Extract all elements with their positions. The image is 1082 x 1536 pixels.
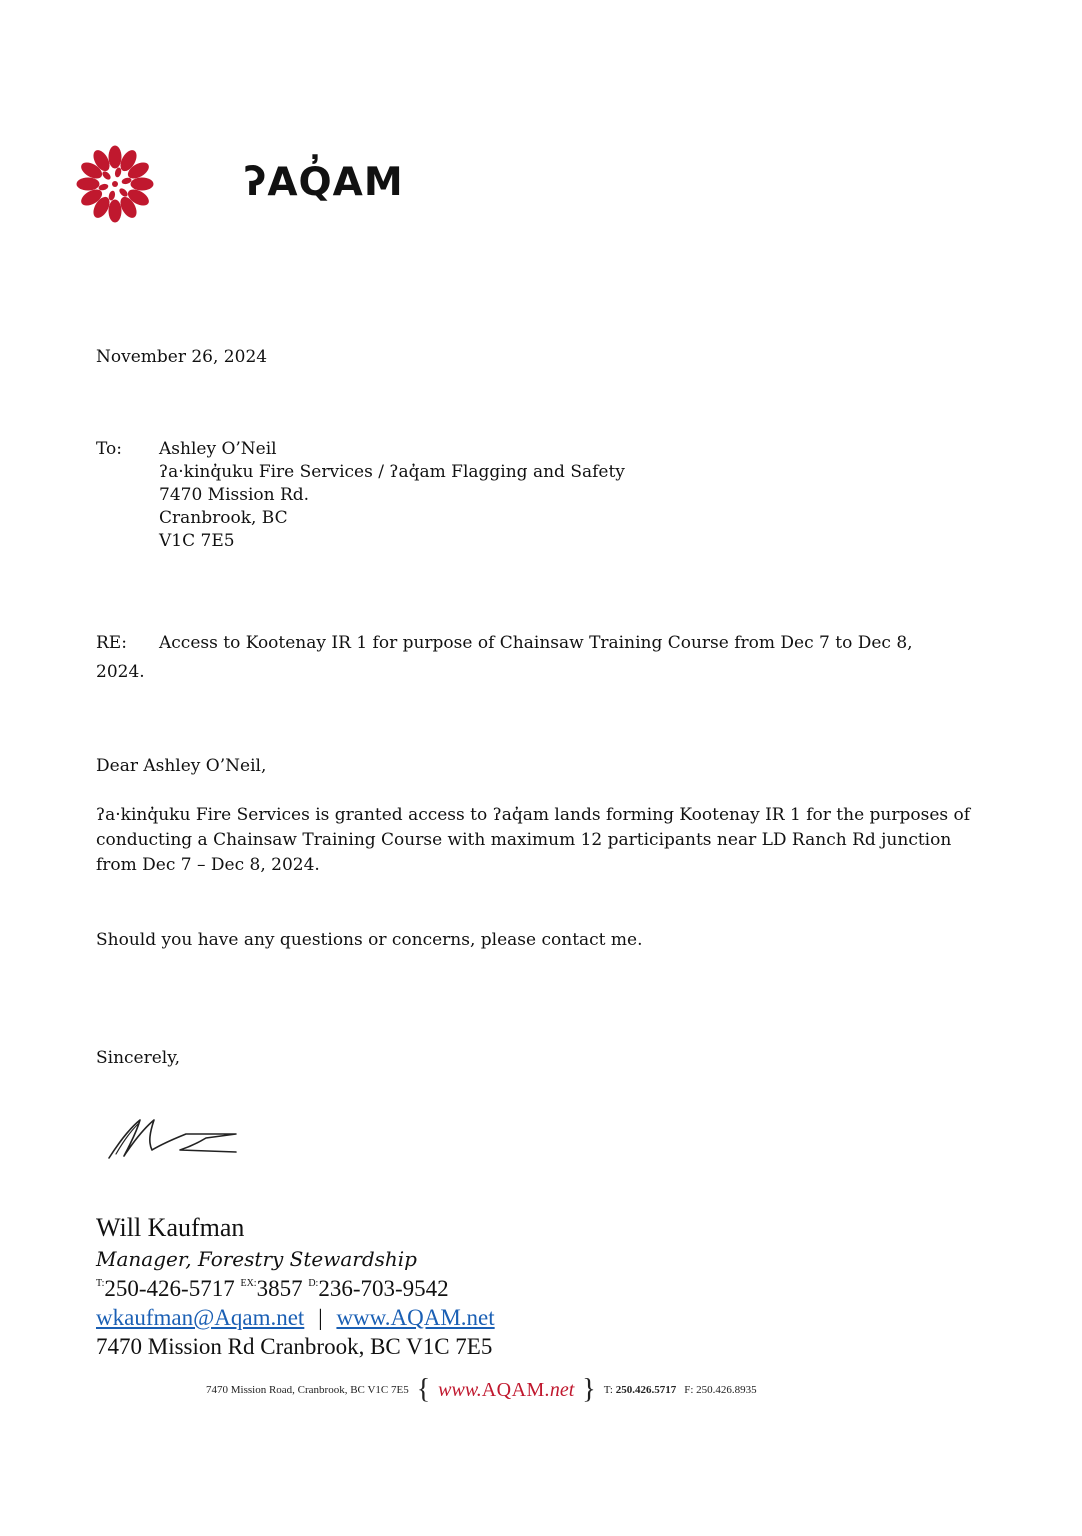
subject-line-1: Access to Kootenay IR 1 for purpose of Chainsaw Training Course from Dec 7 to Dec 8, bbox=[159, 633, 913, 653]
subject-label: RE: bbox=[96, 633, 127, 653]
signatory-phone-line bbox=[96, 1276, 449, 1302]
email-link[interactable]: wkaufman@Aqam.net bbox=[96, 1305, 305, 1330]
footer-phone-number: 250.426.5717 bbox=[615, 1384, 677, 1396]
letterhead-logo bbox=[74, 143, 404, 225]
phone-label: T: bbox=[96, 1278, 105, 1289]
signatory-name: Will Kaufman bbox=[96, 1213, 245, 1242]
direct-number: 236-703-9542 bbox=[318, 1276, 449, 1301]
brand-name: ʔAQ̓AM bbox=[244, 160, 404, 205]
footer-web-name: AQAM bbox=[481, 1378, 545, 1401]
flower-logo-icon bbox=[74, 143, 156, 225]
recipient-label: To: bbox=[96, 439, 122, 459]
letterhead-footer bbox=[206, 1374, 757, 1406]
extension-number: 3857 bbox=[256, 1276, 303, 1301]
closing: Sincerely, bbox=[96, 1048, 180, 1068]
recipient-postal-code: V1C 7E5 bbox=[159, 531, 235, 551]
recipient-street: 7470 Mission Rd. bbox=[159, 485, 310, 505]
signatory-contact-line bbox=[96, 1305, 495, 1331]
footer-website[interactable] bbox=[438, 1379, 574, 1402]
body-paragraph-contact: Should you have any questions or concerns, please contact me. bbox=[96, 930, 643, 950]
recipient-name: Ashley O’Neil bbox=[159, 439, 277, 459]
letter-date: November 26, 2024 bbox=[96, 347, 268, 367]
recipient-organization: ʔa·kinq̓uku Fire Services / ʔaq̓am Flagging and Safety bbox=[159, 462, 625, 482]
footer-brace-close: } bbox=[582, 1374, 596, 1405]
contact-separator: | bbox=[318, 1305, 323, 1330]
salutation: Dear Ashley O’Neil, bbox=[96, 756, 267, 776]
footer-fax-label: F: bbox=[684, 1384, 694, 1396]
footer-web-prefix: www. bbox=[438, 1378, 482, 1401]
footer-fax-number: 250.426.8935 bbox=[696, 1384, 757, 1396]
footer-phone bbox=[604, 1384, 676, 1396]
extension-label: EX: bbox=[240, 1278, 257, 1289]
footer-fax bbox=[684, 1384, 756, 1396]
footer-phone-label: T: bbox=[603, 1384, 613, 1396]
signatory-address: 7470 Mission Rd Cranbrook, BC V1C 7E5 bbox=[96, 1334, 493, 1359]
body-paragraph-access: ʔa·kinq̓uku Fire Services is granted access to ʔaq̓am lands forming Kootenay IR 1 for the purposes of conducting a Chainsaw Training Course with maximum 12 participants near LD Ranch Rd junction from Dec 7 – Dec 8, 2024. bbox=[96, 805, 971, 875]
handwritten-signature bbox=[106, 1114, 246, 1164]
direct-label: D: bbox=[308, 1278, 319, 1289]
recipient-city: Cranbrook, BC bbox=[159, 508, 288, 528]
footer-brace-open: { bbox=[416, 1374, 431, 1405]
phone-number: 250-426-5717 bbox=[104, 1276, 235, 1301]
subject-line-2: 2024. bbox=[96, 662, 145, 682]
signatory-title: Manager, Forestry Stewardship bbox=[96, 1247, 417, 1271]
website-link[interactable]: www.AQAM.net bbox=[336, 1305, 495, 1330]
footer-address: 7470 Mission Road, Cranbrook, BC V1C 7E5 bbox=[206, 1384, 409, 1396]
footer-web-suffix: .net bbox=[544, 1378, 575, 1401]
